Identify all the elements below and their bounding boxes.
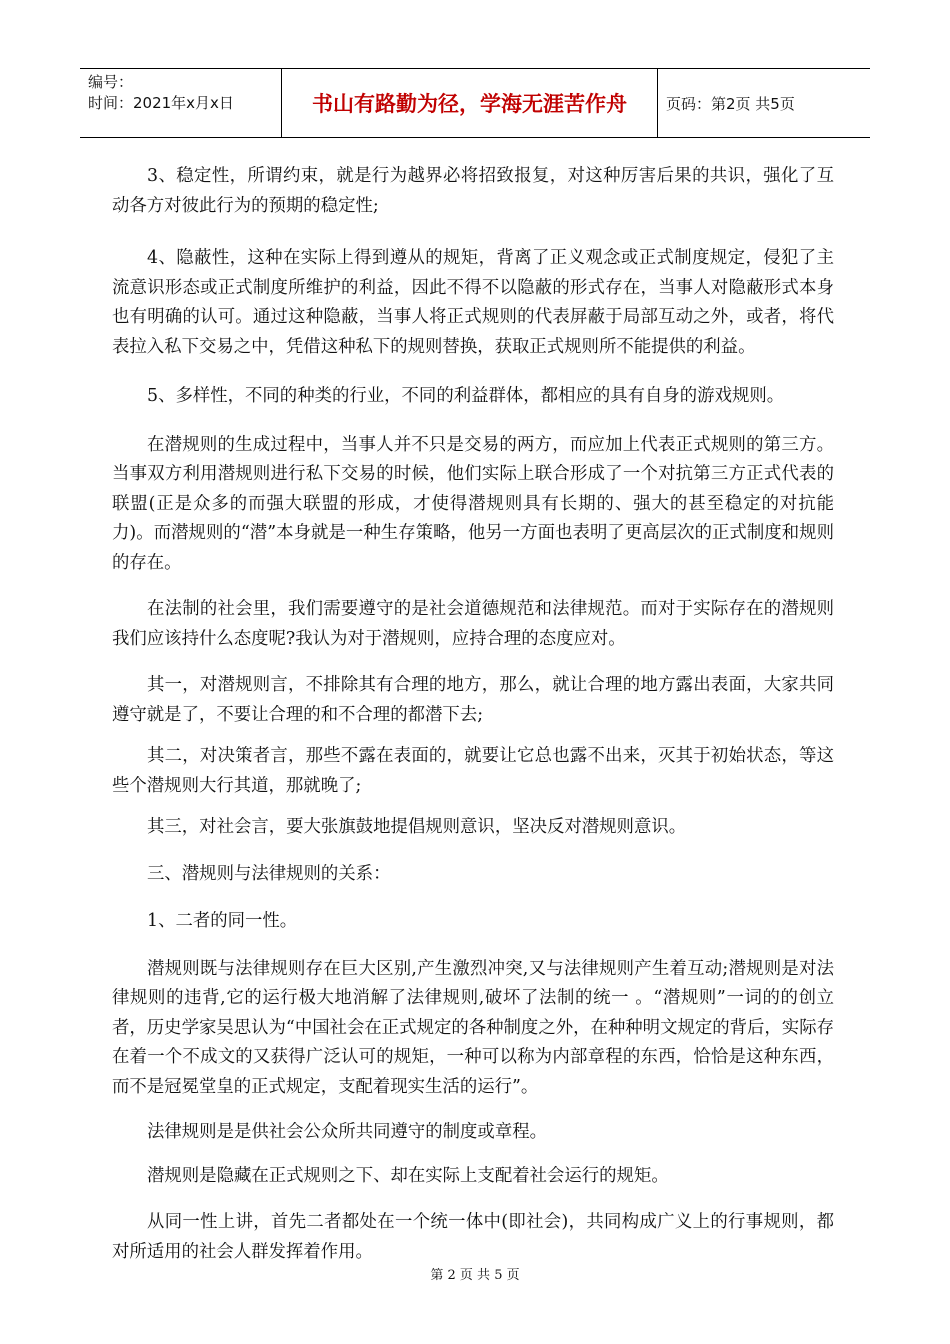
header-motto: 书山有路勤为径，学海无涯苦作舟 [282, 69, 658, 137]
paragraph: 4、隐蔽性，这种在实际上得到遵从的规矩，背离了正义观念或正式制度规定，侵犯了主流意识形态或正式制度所维护的利益，因此不得不以隐蔽的形式存在，当事人对隐蔽形式本身也有明确的认可。通过这种隐蔽，当事人将正式规则的代表屏蔽于局部互动之外，或者，将代表拉入私下交易之中，凭借这种私下的规则替换，获取正式规则所不能提供的利益。 [112, 248, 834, 357]
paragraph: 其二，对决策者言，那些不露在表面的，就要让它总也露不出来，灭其于初始状态，等这些个潜规则大行其道，那就晚了; [112, 746, 834, 796]
paragraph: 其一，对潜规则言，不排除其有合理的地方，那么，就让合理的地方露出表面，大家共同遵守就是了，不要让合理的和不合理的都潜下去; [112, 675, 834, 725]
page-header [80, 68, 870, 138]
paragraph: 潜规则是隐藏在正式规则之下、却在实际上支配着社会运行的规矩。 [147, 1165, 669, 1186]
paragraph: 5、多样性，不同的种类的行业，不同的利益群体，都相应的具有自身的游戏规则。 [147, 386, 785, 406]
document-body [112, 162, 834, 1267]
paragraph: 其三，对社会言，要大张旗鼓地提倡规则意识，坚决反对潜规则意识。 [147, 817, 687, 837]
paragraph: 在法制的社会里，我们需要遵守的是社会道德规范和法律规范。而对于实际存在的潜规则我们应该持什么态度呢?我认为对于潜规则，应持合理的态度应对。 [112, 599, 834, 649]
subsection-heading: 1、二者的同一性。 [147, 911, 298, 931]
paragraph: 从同一性上讲，首先二者都处在一个统一体中(即社会)，共同构成广义上的行事规则，都对所适用的社会人群发挥着作用。 [112, 1212, 834, 1262]
paragraph: 潜规则既与法律规则存在巨大区别,产生激烈冲突,又与法律规则产生着互动;潜规则是对法律规则的违背,它的运行极大地消解了法律规则,破坏了法制的统一 。“潜规则”一词的的创立者，历史学家吴思认为“中国社会在正式规定的各种制度之外，在种种明文规定的背后，实际存在着一个不成文的又获得广泛认可的规矩，一种可以称为内部章程的东西，恰恰是这种东西，而不是冠冕堂皇的正式规定，支配着现实生活的运行”。 [112, 958, 834, 1097]
page-footer: 第 2 页 共 5 页 [430, 1268, 520, 1283]
paragraph: 法律规则是是供社会公众所共同遵守的制度或章程。 [147, 1122, 547, 1142]
document-number: 编号： [88, 73, 134, 91]
header-page-number: 页码：第2页 共5页 [666, 94, 795, 113]
header-meta [80, 69, 282, 137]
paragraph: 3、稳定性，所谓约束，就是行为越界必将招致报复，对这种厉害后果的共识，强化了互动各方对彼此行为的预期的稳定性; [112, 166, 834, 216]
section-heading: 三、潜规则与法律规则的关系： [147, 863, 391, 884]
paragraph: 在潜规则的生成过程中，当事人并不只是交易的两方，而应加上代表正式规则的第三方。当事双方利用潜规则进行私下交易的时候，他们实际上联合形成了一个对抗第三方正式代表的联盟(正是众多的而强大联盟的形成，才使得潜规则具有长期的、强大的甚至稳定的对抗能力)。而潜规则的“潜”本身就是一种生存策略，他另一方面也表明了更高层次的正式制度和规则的存在。 [112, 434, 834, 573]
document-date: 时间：2021年x月x日 [88, 94, 234, 112]
